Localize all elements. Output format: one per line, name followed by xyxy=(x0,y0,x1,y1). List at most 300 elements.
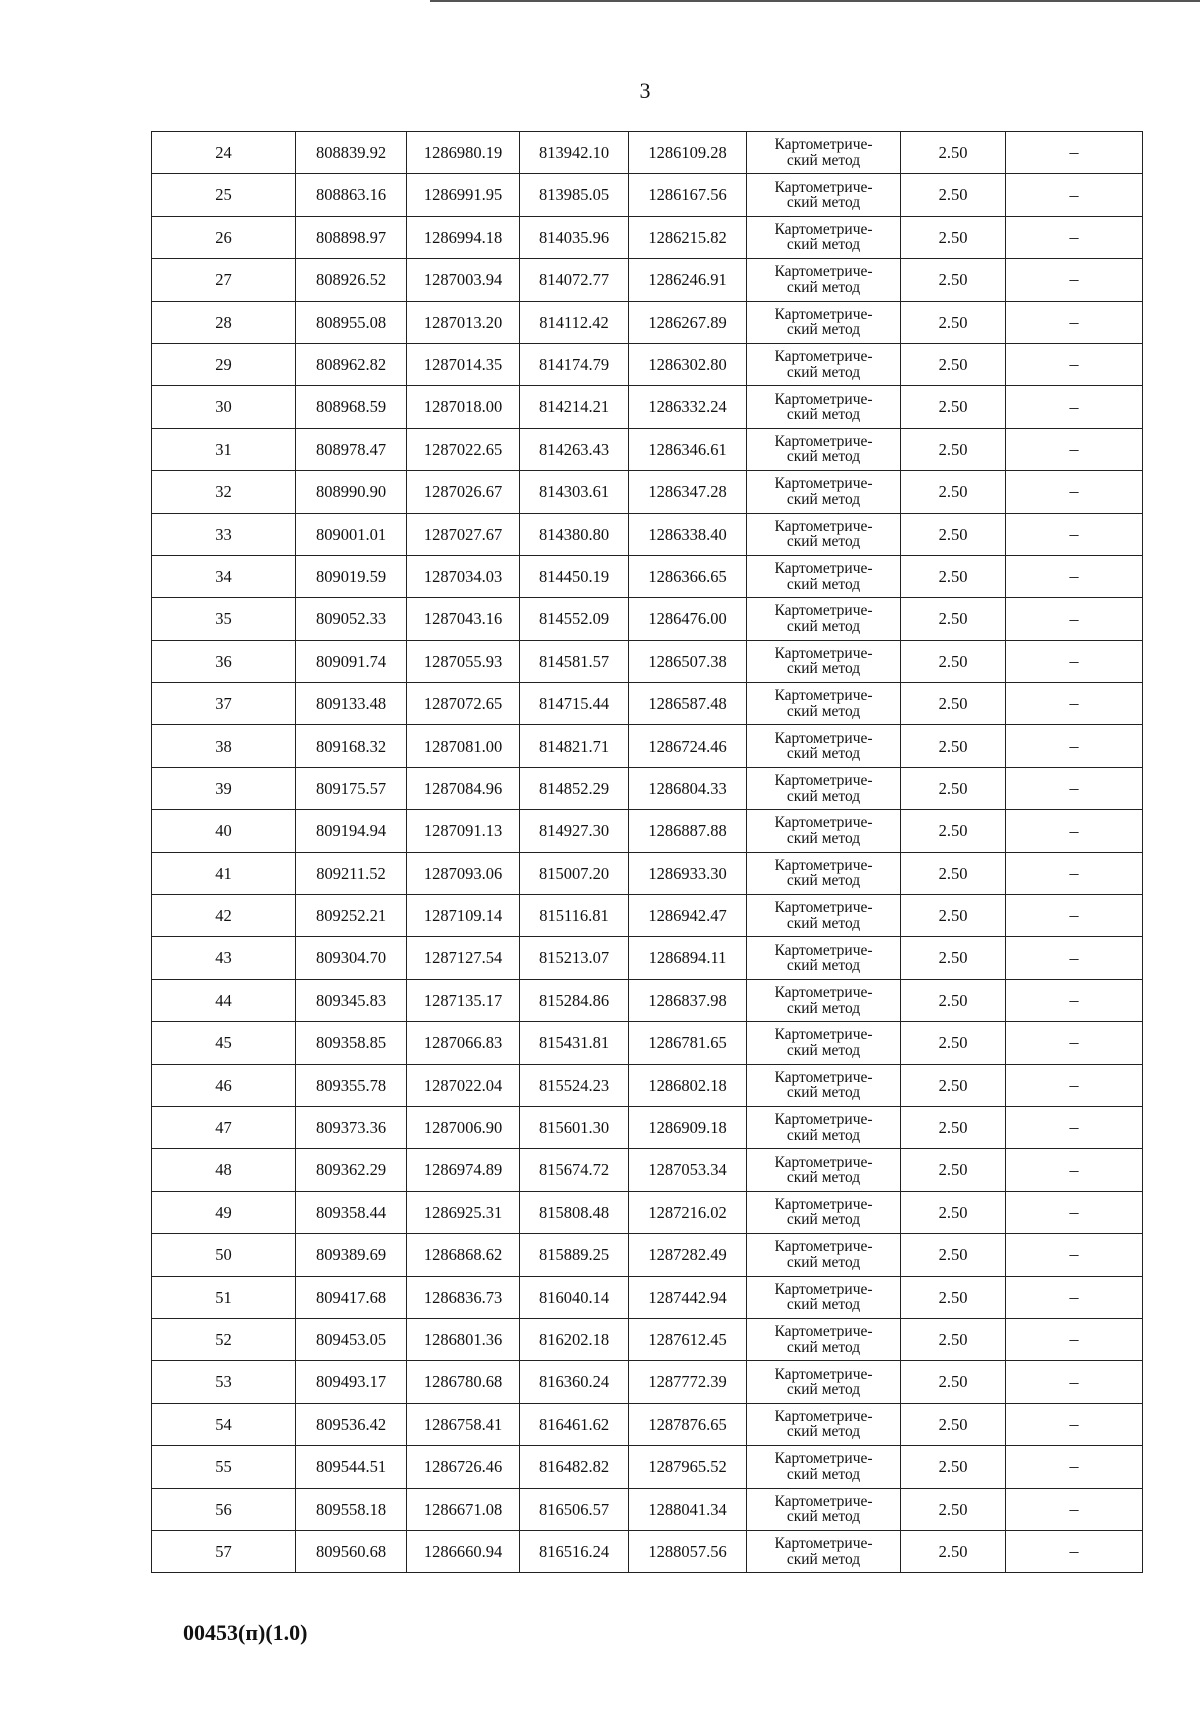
method-cell xyxy=(747,1191,901,1233)
y1-cell: 1287018.00 xyxy=(407,386,520,428)
x1-cell: 809536.42 xyxy=(296,1403,407,1445)
note-cell: – xyxy=(1006,428,1143,470)
accuracy-cell: 2.50 xyxy=(901,1149,1006,1191)
note-cell: – xyxy=(1006,1149,1143,1191)
method-cell xyxy=(747,555,901,597)
point-number-cell: 40 xyxy=(152,810,296,852)
note-cell: – xyxy=(1006,216,1143,258)
x2-cell: 815808.48 xyxy=(520,1191,629,1233)
y1-cell: 1287066.83 xyxy=(407,1022,520,1064)
point-number-cell: 42 xyxy=(152,895,296,937)
y2-cell: 1286507.38 xyxy=(629,640,747,682)
method-line-1: Картометриче- xyxy=(774,984,873,1001)
y2-cell: 1286887.88 xyxy=(629,810,747,852)
y2-cell: 1287053.34 xyxy=(629,1149,747,1191)
y2-cell: 1286267.89 xyxy=(629,301,747,343)
y2-cell: 1288057.56 xyxy=(629,1530,747,1572)
point-number-cell: 39 xyxy=(152,767,296,809)
method-line-2: ский метод xyxy=(786,1041,861,1059)
table-row xyxy=(152,1064,1143,1106)
point-number-cell: 24 xyxy=(152,132,296,174)
accuracy-cell: 2.50 xyxy=(901,343,1006,385)
method-line-1: Картометриче- xyxy=(774,1365,873,1383)
y2-cell: 1287442.94 xyxy=(629,1276,747,1318)
note-cell: – xyxy=(1006,979,1143,1021)
accuracy-cell: 2.50 xyxy=(901,471,1006,513)
method-cell xyxy=(747,343,901,385)
accuracy-cell: 2.50 xyxy=(901,1106,1006,1148)
note-cell: – xyxy=(1006,683,1143,725)
method-line-2: ский метод xyxy=(786,321,861,339)
table-row xyxy=(152,979,1143,1021)
y2-cell: 1286724.46 xyxy=(629,725,747,767)
method-line-2: ский метод xyxy=(786,1338,861,1356)
point-number-cell: 33 xyxy=(152,513,296,555)
point-number-cell: 31 xyxy=(152,428,296,470)
y2-cell: 1287216.02 xyxy=(629,1191,747,1233)
method-cell xyxy=(747,301,901,343)
accuracy-cell: 2.50 xyxy=(901,725,1006,767)
x2-cell: 815213.07 xyxy=(520,937,629,979)
accuracy-cell: 2.50 xyxy=(901,1446,1006,1488)
y2-cell: 1287612.45 xyxy=(629,1318,747,1360)
table-row xyxy=(152,1022,1143,1064)
point-number-cell: 34 xyxy=(152,555,296,597)
accuracy-cell: 2.50 xyxy=(901,683,1006,725)
method-line-1: Картометриче- xyxy=(774,1195,873,1213)
note-cell: – xyxy=(1006,1361,1143,1403)
point-number-cell: 43 xyxy=(152,937,296,979)
method-cell xyxy=(747,725,901,767)
method-line-1: Картометриче- xyxy=(774,263,873,281)
y2-cell: 1286246.91 xyxy=(629,259,747,301)
method-cell xyxy=(747,1106,901,1148)
document-code: 00453(п)(1.0) xyxy=(183,1620,308,1645)
y1-cell: 1287093.06 xyxy=(407,852,520,894)
table-row xyxy=(152,1446,1143,1488)
accuracy-cell: 2.50 xyxy=(901,598,1006,640)
y2-cell: 1288041.34 xyxy=(629,1488,747,1530)
y2-cell: 1287772.39 xyxy=(629,1361,747,1403)
method-cell xyxy=(747,513,901,555)
table-row xyxy=(152,683,1143,725)
method-line-2: ский метод xyxy=(786,1169,861,1187)
x2-cell: 815601.30 xyxy=(520,1106,629,1148)
table-row xyxy=(152,1318,1143,1360)
method-line-1: Картометриче- xyxy=(774,814,873,832)
accuracy-cell: 2.50 xyxy=(901,428,1006,470)
y1-cell: 1287013.20 xyxy=(407,301,520,343)
y1-cell: 1287014.35 xyxy=(407,343,520,385)
method-line-2: ский метод xyxy=(786,1423,861,1441)
accuracy-cell: 2.50 xyxy=(901,1361,1006,1403)
x2-cell: 816516.24 xyxy=(520,1530,629,1572)
note-cell: – xyxy=(1006,1106,1143,1148)
note-cell: – xyxy=(1006,1276,1143,1318)
x1-cell: 809493.17 xyxy=(296,1361,407,1403)
point-number-cell: 44 xyxy=(152,979,296,1021)
method-line-2: ский метод xyxy=(786,1508,861,1526)
method-cell xyxy=(747,810,901,852)
point-number-cell: 27 xyxy=(152,259,296,301)
method-line-1: Картометриче- xyxy=(774,899,873,917)
note-cell: – xyxy=(1006,895,1143,937)
x1-cell: 809211.52 xyxy=(296,852,407,894)
x2-cell: 816461.62 xyxy=(520,1403,629,1445)
y1-cell: 1286980.19 xyxy=(407,132,520,174)
y2-cell: 1286215.82 xyxy=(629,216,747,258)
point-number-cell: 46 xyxy=(152,1064,296,1106)
method-cell xyxy=(747,1234,901,1276)
x2-cell: 815116.81 xyxy=(520,895,629,937)
y2-cell: 1286802.18 xyxy=(629,1064,747,1106)
y1-cell: 1287127.54 xyxy=(407,937,520,979)
y1-cell: 1286991.95 xyxy=(407,174,520,216)
point-number-cell: 47 xyxy=(152,1106,296,1148)
table-row xyxy=(152,1488,1143,1530)
accuracy-cell: 2.50 xyxy=(901,1191,1006,1233)
point-number-cell: 48 xyxy=(152,1149,296,1191)
y2-cell: 1286167.56 xyxy=(629,174,747,216)
point-number-cell: 51 xyxy=(152,1276,296,1318)
x1-cell: 809304.70 xyxy=(296,937,407,979)
method-line-2: ский метод xyxy=(786,448,861,466)
y2-cell: 1286942.47 xyxy=(629,895,747,937)
x1-cell: 809168.32 xyxy=(296,725,407,767)
y1-cell: 1287091.13 xyxy=(407,810,520,852)
table-row xyxy=(152,598,1143,640)
y1-cell: 1286974.89 xyxy=(407,1149,520,1191)
x1-cell: 808955.08 xyxy=(296,301,407,343)
note-cell: – xyxy=(1006,852,1143,894)
x2-cell: 814552.09 xyxy=(520,598,629,640)
y2-cell: 1286347.28 xyxy=(629,471,747,513)
method-cell xyxy=(747,1149,901,1191)
y2-cell: 1286894.11 xyxy=(629,937,747,979)
table-row xyxy=(152,513,1143,555)
top-rule xyxy=(430,0,1200,2)
note-cell: – xyxy=(1006,725,1143,767)
x2-cell: 816360.24 xyxy=(520,1361,629,1403)
x1-cell: 809417.68 xyxy=(296,1276,407,1318)
method-line-2: ский метод xyxy=(786,872,861,890)
point-number-cell: 50 xyxy=(152,1234,296,1276)
x2-cell: 816202.18 xyxy=(520,1318,629,1360)
note-cell: – xyxy=(1006,555,1143,597)
table-row xyxy=(152,216,1143,258)
method-line-2: ский метод xyxy=(786,745,861,763)
method-cell xyxy=(747,132,901,174)
y1-cell: 1286801.36 xyxy=(407,1318,520,1360)
note-cell: – xyxy=(1006,1064,1143,1106)
method-line-1: Картометриче- xyxy=(774,178,873,196)
method-line-1: Картометриче- xyxy=(774,1153,873,1171)
y1-cell: 1287109.14 xyxy=(407,895,520,937)
method-cell xyxy=(747,1361,901,1403)
method-cell xyxy=(747,386,901,428)
accuracy-cell: 2.50 xyxy=(901,1530,1006,1572)
method-line-2: ский метод xyxy=(786,1253,861,1271)
method-cell xyxy=(747,1446,901,1488)
point-number-cell: 28 xyxy=(152,301,296,343)
method-cell xyxy=(747,640,901,682)
table-row xyxy=(152,386,1143,428)
point-number-cell: 29 xyxy=(152,343,296,385)
accuracy-cell: 2.50 xyxy=(901,640,1006,682)
method-line-1: Картометриче- xyxy=(774,1450,873,1468)
point-number-cell: 55 xyxy=(152,1446,296,1488)
method-cell xyxy=(747,471,901,513)
y1-cell: 1287006.90 xyxy=(407,1106,520,1148)
method-cell xyxy=(747,1488,901,1530)
x1-cell: 809389.69 xyxy=(296,1234,407,1276)
x2-cell: 814852.29 xyxy=(520,767,629,809)
table-row xyxy=(152,174,1143,216)
note-cell: – xyxy=(1006,937,1143,979)
y2-cell: 1286346.61 xyxy=(629,428,747,470)
table-row xyxy=(152,1403,1143,1445)
method-line-1: Картометриче- xyxy=(774,1407,873,1425)
method-line-2: ский метод xyxy=(786,194,861,212)
note-cell: – xyxy=(1006,301,1143,343)
x1-cell: 809373.36 xyxy=(296,1106,407,1148)
point-number-cell: 38 xyxy=(152,725,296,767)
method-cell xyxy=(747,1022,901,1064)
x1-cell: 809560.68 xyxy=(296,1530,407,1572)
x1-cell: 808839.92 xyxy=(296,132,407,174)
note-cell: – xyxy=(1006,767,1143,809)
accuracy-cell: 2.50 xyxy=(901,810,1006,852)
x2-cell: 814821.71 xyxy=(520,725,629,767)
table-row xyxy=(152,1234,1143,1276)
method-cell xyxy=(747,937,901,979)
method-cell xyxy=(747,979,901,1021)
method-line-1: Картометриче- xyxy=(774,305,873,323)
x1-cell: 809052.33 xyxy=(296,598,407,640)
x1-cell: 809355.78 xyxy=(296,1064,407,1106)
x2-cell: 814174.79 xyxy=(520,343,629,385)
accuracy-cell: 2.50 xyxy=(901,937,1006,979)
method-line-2: ский метод xyxy=(786,787,861,805)
method-line-2: ский метод xyxy=(786,490,861,508)
point-number-cell: 45 xyxy=(152,1022,296,1064)
accuracy-cell: 2.50 xyxy=(901,852,1006,894)
y1-cell: 1286868.62 xyxy=(407,1234,520,1276)
method-cell xyxy=(747,216,901,258)
method-line-1: Картометриче- xyxy=(774,1492,873,1510)
note-cell: – xyxy=(1006,343,1143,385)
x2-cell: 814581.57 xyxy=(520,640,629,682)
method-line-2: ский метод xyxy=(786,363,861,381)
table-row xyxy=(152,555,1143,597)
x1-cell: 808962.82 xyxy=(296,343,407,385)
method-line-1: Картометриче- xyxy=(774,729,873,747)
table-row xyxy=(152,471,1143,513)
method-line-1: Картометриче- xyxy=(774,941,873,959)
x2-cell: 815431.81 xyxy=(520,1022,629,1064)
note-cell: – xyxy=(1006,1446,1143,1488)
method-line-1: Картометриче- xyxy=(774,1026,873,1044)
point-number-cell: 26 xyxy=(152,216,296,258)
method-line-1: Картометриче- xyxy=(774,1238,873,1256)
x2-cell: 815524.23 xyxy=(520,1064,629,1106)
x2-cell: 816506.57 xyxy=(520,1488,629,1530)
x1-cell: 808968.59 xyxy=(296,386,407,428)
y2-cell: 1286109.28 xyxy=(629,132,747,174)
x2-cell: 815007.20 xyxy=(520,852,629,894)
point-number-cell: 32 xyxy=(152,471,296,513)
point-number-cell: 53 xyxy=(152,1361,296,1403)
point-number-cell: 49 xyxy=(152,1191,296,1233)
accuracy-cell: 2.50 xyxy=(901,1276,1006,1318)
method-cell xyxy=(747,259,901,301)
method-cell xyxy=(747,1064,901,1106)
note-cell: – xyxy=(1006,386,1143,428)
note-cell: – xyxy=(1006,1530,1143,1572)
x1-cell: 809194.94 xyxy=(296,810,407,852)
note-cell: – xyxy=(1006,1318,1143,1360)
y1-cell: 1287135.17 xyxy=(407,979,520,1021)
x1-cell: 809362.29 xyxy=(296,1149,407,1191)
accuracy-cell: 2.50 xyxy=(901,132,1006,174)
method-line-2: ский метод xyxy=(786,957,861,975)
y1-cell: 1286726.46 xyxy=(407,1446,520,1488)
table-row xyxy=(152,767,1143,809)
note-cell: – xyxy=(1006,174,1143,216)
y1-cell: 1287034.03 xyxy=(407,555,520,597)
accuracy-cell: 2.50 xyxy=(901,301,1006,343)
x1-cell: 809544.51 xyxy=(296,1446,407,1488)
x2-cell: 813985.05 xyxy=(520,174,629,216)
method-line-2: ский метод xyxy=(786,617,861,635)
method-cell xyxy=(747,174,901,216)
method-line-2: ский метод xyxy=(786,1126,861,1144)
method-line-1: Картометриче- xyxy=(774,1323,873,1341)
y1-cell: 1287043.16 xyxy=(407,598,520,640)
method-line-2: ский метод xyxy=(786,660,861,678)
y2-cell: 1286933.30 xyxy=(629,852,747,894)
point-number-cell: 25 xyxy=(152,174,296,216)
method-line-2: ский метод xyxy=(786,702,861,720)
table-row xyxy=(152,132,1143,174)
method-line-2: ский метод xyxy=(786,1296,861,1314)
table-row xyxy=(152,1530,1143,1572)
method-cell xyxy=(747,1530,901,1572)
point-number-cell: 37 xyxy=(152,683,296,725)
y2-cell: 1287282.49 xyxy=(629,1234,747,1276)
x2-cell: 815889.25 xyxy=(520,1234,629,1276)
y2-cell: 1286302.80 xyxy=(629,343,747,385)
table-row xyxy=(152,428,1143,470)
method-line-2: ский метод xyxy=(786,1211,861,1229)
method-cell xyxy=(747,598,901,640)
method-line-1: Картометриче- xyxy=(774,1068,873,1086)
x1-cell: 808863.16 xyxy=(296,174,407,216)
method-line-1: Картометриче- xyxy=(774,687,873,705)
point-number-cell: 30 xyxy=(152,386,296,428)
x2-cell: 816040.14 xyxy=(520,1276,629,1318)
y1-cell: 1287026.67 xyxy=(407,471,520,513)
method-cell xyxy=(747,895,901,937)
table-row xyxy=(152,852,1143,894)
note-cell: – xyxy=(1006,513,1143,555)
x1-cell: 808990.90 xyxy=(296,471,407,513)
x1-cell: 809019.59 xyxy=(296,555,407,597)
point-number-cell: 35 xyxy=(152,598,296,640)
accuracy-cell: 2.50 xyxy=(901,513,1006,555)
x2-cell: 813942.10 xyxy=(520,132,629,174)
method-line-1: Картометриче- xyxy=(774,220,873,238)
method-cell xyxy=(747,767,901,809)
y1-cell: 1286758.41 xyxy=(407,1403,520,1445)
table-row xyxy=(152,640,1143,682)
y1-cell: 1286994.18 xyxy=(407,216,520,258)
y1-cell: 1287022.04 xyxy=(407,1064,520,1106)
point-number-cell: 57 xyxy=(152,1530,296,1572)
method-line-2: ский метод xyxy=(786,278,861,296)
y2-cell: 1286837.98 xyxy=(629,979,747,1021)
x1-cell: 809453.05 xyxy=(296,1318,407,1360)
y1-cell: 1287081.00 xyxy=(407,725,520,767)
y2-cell: 1286909.18 xyxy=(629,1106,747,1148)
method-line-1: Картометриче- xyxy=(774,856,873,874)
method-line-1: Картометриче- xyxy=(774,560,873,578)
point-number-cell: 41 xyxy=(152,852,296,894)
method-line-2: ский метод xyxy=(786,236,861,254)
table-row xyxy=(152,1276,1143,1318)
x2-cell: 815674.72 xyxy=(520,1149,629,1191)
method-line-2: ский метод xyxy=(786,575,861,593)
method-cell xyxy=(747,1318,901,1360)
x1-cell: 809558.18 xyxy=(296,1488,407,1530)
y2-cell: 1286476.00 xyxy=(629,598,747,640)
y1-cell: 1286780.68 xyxy=(407,1361,520,1403)
x2-cell: 814072.77 xyxy=(520,259,629,301)
x1-cell: 809358.44 xyxy=(296,1191,407,1233)
table-row xyxy=(152,301,1143,343)
note-cell: – xyxy=(1006,1403,1143,1445)
method-line-1: Картометриче- xyxy=(774,432,873,450)
method-line-1: Картометриче- xyxy=(774,772,873,790)
x1-cell: 809001.01 xyxy=(296,513,407,555)
table-row xyxy=(152,725,1143,767)
method-cell xyxy=(747,852,901,894)
x1-cell: 808926.52 xyxy=(296,259,407,301)
method-cell xyxy=(747,1403,901,1445)
x2-cell: 814927.30 xyxy=(520,810,629,852)
accuracy-cell: 2.50 xyxy=(901,767,1006,809)
method-line-2: ский метод xyxy=(786,999,861,1017)
table-row xyxy=(152,259,1143,301)
y1-cell: 1287055.93 xyxy=(407,640,520,682)
method-line-1: Картометриче- xyxy=(774,602,873,620)
accuracy-cell: 2.50 xyxy=(901,216,1006,258)
coordinates-table xyxy=(151,131,1143,1573)
y2-cell: 1287965.52 xyxy=(629,1446,747,1488)
x2-cell: 815284.86 xyxy=(520,979,629,1021)
point-number-cell: 52 xyxy=(152,1318,296,1360)
note-cell: – xyxy=(1006,1022,1143,1064)
table-row xyxy=(152,1149,1143,1191)
note-cell: – xyxy=(1006,1488,1143,1530)
note-cell: – xyxy=(1006,1234,1143,1276)
method-line-1: Картометриче- xyxy=(774,390,873,408)
method-line-2: ский метод xyxy=(786,1381,861,1399)
method-cell xyxy=(747,683,901,725)
method-line-2: ский метод xyxy=(786,1550,861,1568)
y1-cell: 1286660.94 xyxy=(407,1530,520,1572)
x1-cell: 809175.57 xyxy=(296,767,407,809)
